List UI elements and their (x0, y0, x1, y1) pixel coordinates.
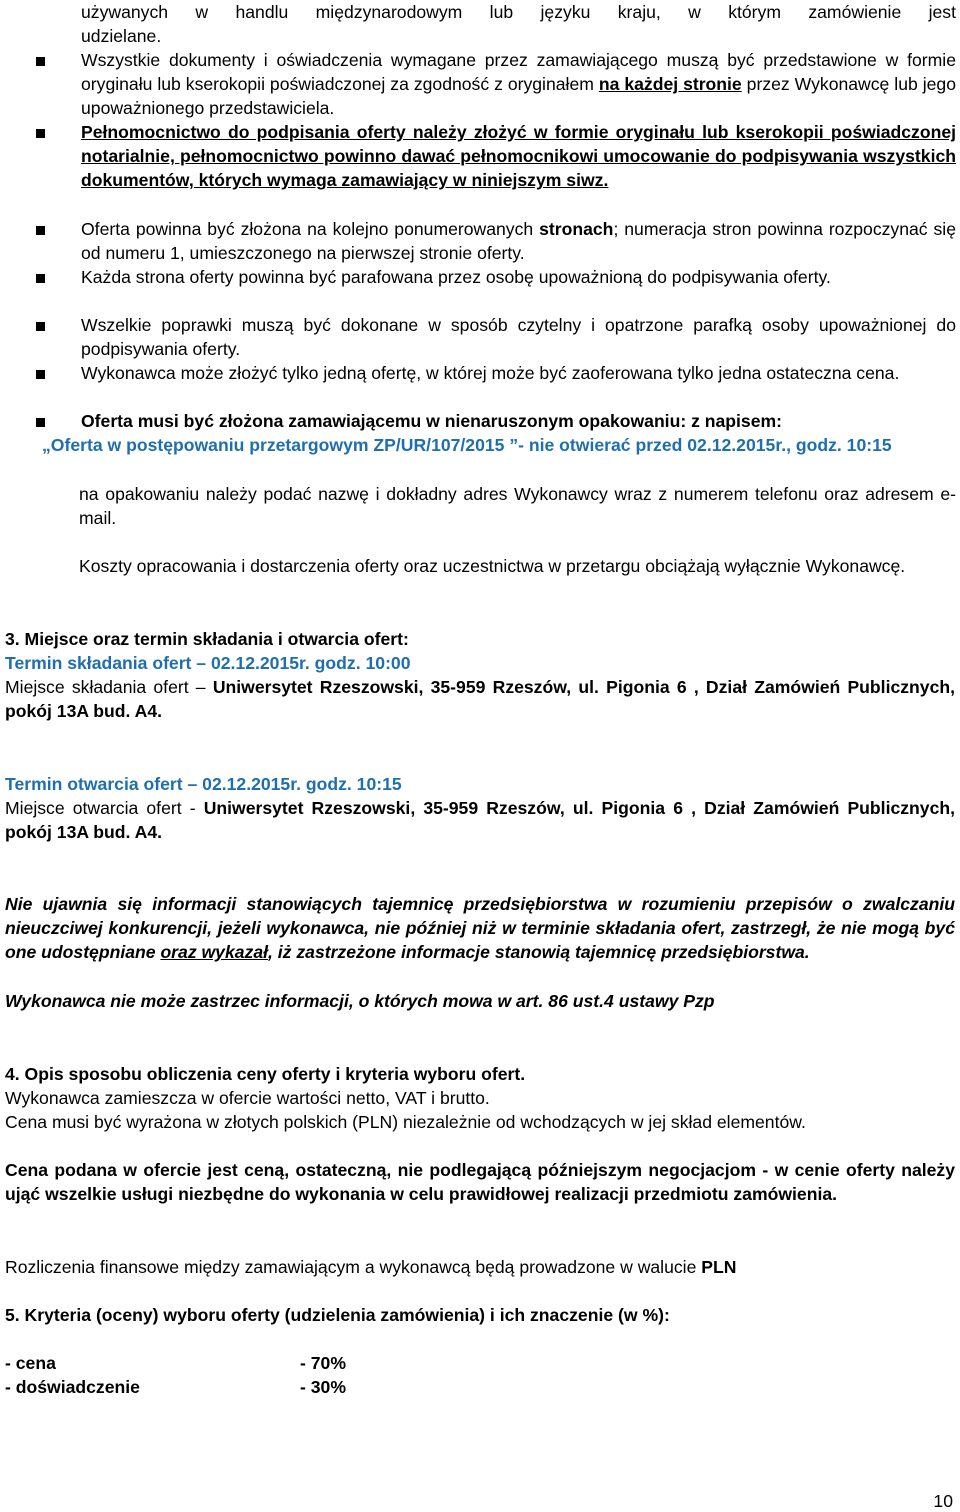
criterion-weight: - 30% (300, 1377, 346, 1397)
opening-deadline: Termin otwarcia ofert – 02.12.2015r. godz. 10:15 (5, 774, 402, 794)
bullet-item-single-offer: Wykonawca może złożyć tylko jedną ofertę, w której może być zaoferowana tylko jedna ostateczna cena. (81, 363, 900, 383)
submission-place (5, 675, 955, 723)
bullet-square-icon (36, 370, 45, 379)
trade-secret-restriction: Wykonawca nie może zastrzec informacji, o których mowa w art. 86 ust.4 ustawy Pzp (5, 991, 715, 1011)
place-address: Uniwersytet Rzeszowski, 35-959 Rzeszów, ul. Pigonia 6 , Dział Zamówień Publicznych, pokój 13A bud. A4. (5, 677, 955, 722)
place-label: Miejsce składania ofert – (5, 677, 213, 697)
settlement-currency (5, 1255, 955, 1279)
currency-code: PLN (701, 1257, 737, 1277)
section-5-heading: 5. Kryteria (oceny) wyboru oferty (udzielenia zamówienia) i ich znaczenie (w %): (5, 1305, 670, 1325)
bullet-item-numbering (81, 217, 956, 265)
section-4-heading: 4. Opis sposobu obliczenia ceny oferty i kryteria wyboru ofert. (5, 1064, 526, 1084)
opening-place (5, 796, 955, 844)
trade-secret-paragraph (5, 892, 955, 965)
section-3-heading: 3. Miejsce oraz termin składania i otwarcia ofert: (5, 629, 409, 649)
secret-text-tail: , iż zastrzeżone informacje stanowią tajemnicę przedsiębiorstwa. (268, 942, 810, 963)
criterion-weight: - 70% (300, 1353, 346, 1373)
bold-pages: stronach (539, 219, 614, 239)
bullet-item-envelope: Oferta musi być złożona zamawiającemu w nienaruszonym opakowaniu: z napisem: (81, 411, 782, 431)
criterion-name: - doświadczenie (5, 1377, 140, 1397)
price-currency-note: Cena musi być wyrażona w złotych polskich (PLN) niezależnie od wchodzących w jej skład elementów. (5, 1112, 806, 1132)
page-number: 10 (933, 1491, 953, 1511)
bullet-item-initials: Każda strona oferty powinna być parafowana przez osobę upoważnioną do podpisywania oferty. (81, 267, 831, 287)
criterion-row (5, 1375, 955, 1399)
costs-note: Koszty opracowania i dostarczenia oferty oraz uczestnictwa w przetargu obciążają wyłącznie Wykonawcę. (79, 556, 906, 576)
continuation-line (81, 0, 956, 24)
place-address: Uniwersytet Rzeszowski, 35-959 Rzeszów, ul. Pigonia 6 , Dział Zamówień Publicznych, pokój 13A bud. A4. (5, 798, 955, 843)
criterion-name: - cena (5, 1353, 56, 1373)
bullet-square-icon (36, 274, 45, 283)
bullet-text: Wszystkie dokumenty i oświadczenia wymagane przez zamawiającego muszą być przedstawione w formie oryginału lub kserokopii poświadczonej za zgodność z oryginałem (81, 50, 956, 95)
settlement-text: Rozliczenia finansowe między zamawiającym a wykonawcą będą prowadzone w walucie (5, 1257, 702, 1277)
bullet-item-documents (81, 48, 956, 121)
bullet-item-corrections: Wszelkie poprawki muszą być dokonane w sposób czytelny i opatrzone parafką osoby upoważnionej do podpisywania oferty. (81, 315, 956, 360)
bullet-square-icon (36, 129, 45, 138)
bullet-square-icon (36, 418, 45, 427)
bullet-item-power-of-attorney: Pełnomocnictwo do podpisania oferty należy złożyć w formie oryginału lub kserokopii poświadczonej notarialnie, pełnomocnictwo powinno dawać pełnomocnikowi umocowanie do podpisywania wszystkich dokumentów, których wymaga zamawiający w niniejszym siwz. (81, 122, 956, 191)
price-values-note: Wykonawca zamieszcza w ofercie wartości netto, VAT i brutto. (5, 1088, 490, 1108)
final-price-note: Cena podana w ofercie jest ceną, ostateczną, nie podlegającą późniejszym negocjacjom - w cenie oferty należy ująć wszelkie usługi niezbędne do wykonania w celu prawidłowej realizacji przedmiotu zamówienia. (5, 1160, 955, 1205)
continuation-text: używanych w handlu międzynarodowym lub języku kraju, w którym zamówienie jest (81, 2, 956, 22)
envelope-note: na opakowaniu należy podać nazwę i dokładny adres Wykonawcy wraz z numerem telefonu oraz adresem e-mail. (79, 484, 956, 529)
criterion-row (5, 1351, 955, 1375)
continuation-line-2 (81, 24, 956, 48)
bullet-square-icon (36, 226, 45, 235)
secret-underlined: oraz wykazał (160, 942, 269, 963)
bullet-text-tail: przez Wykonawcę lub jego upoważnionego przedstawiciela. (81, 74, 956, 119)
continuation-text-end: udzielane. (81, 26, 162, 46)
place-label: Miejsce otwarcia ofert - (5, 798, 204, 818)
secret-text: Nie ujawnia się informacji stanowiących tajemnicę przedsiębiorstwa w rozumieniu przepisów o zwalczaniu nieuczciwej konkurencji, jeżeli wykonawca, nie później niż w terminie składania ofert, zastrzegł, że nie mogą być one udostępniane (5, 894, 955, 963)
bullet-text-tail: ; numeracja stron powinna rozpoczynać się od numeru 1, umieszczonego na pierwszej stronie oferty. (81, 219, 956, 264)
submission-deadline: Termin składania ofert – 02.12.2015r. godz. 10:00 (5, 653, 411, 673)
bullet-square-icon (36, 57, 45, 66)
bullet-text: Oferta powinna być złożona na kolejno ponumerowanych (81, 219, 540, 239)
emphasis-each-page: na każdej stronie (598, 74, 742, 95)
envelope-inscription: „Oferta w postępowaniu przetargowym ZP/UR/107/2015 ”- nie otwierać przed 02.12.2015r., godz. 10:15 (42, 435, 892, 455)
bullet-square-icon (36, 322, 45, 331)
